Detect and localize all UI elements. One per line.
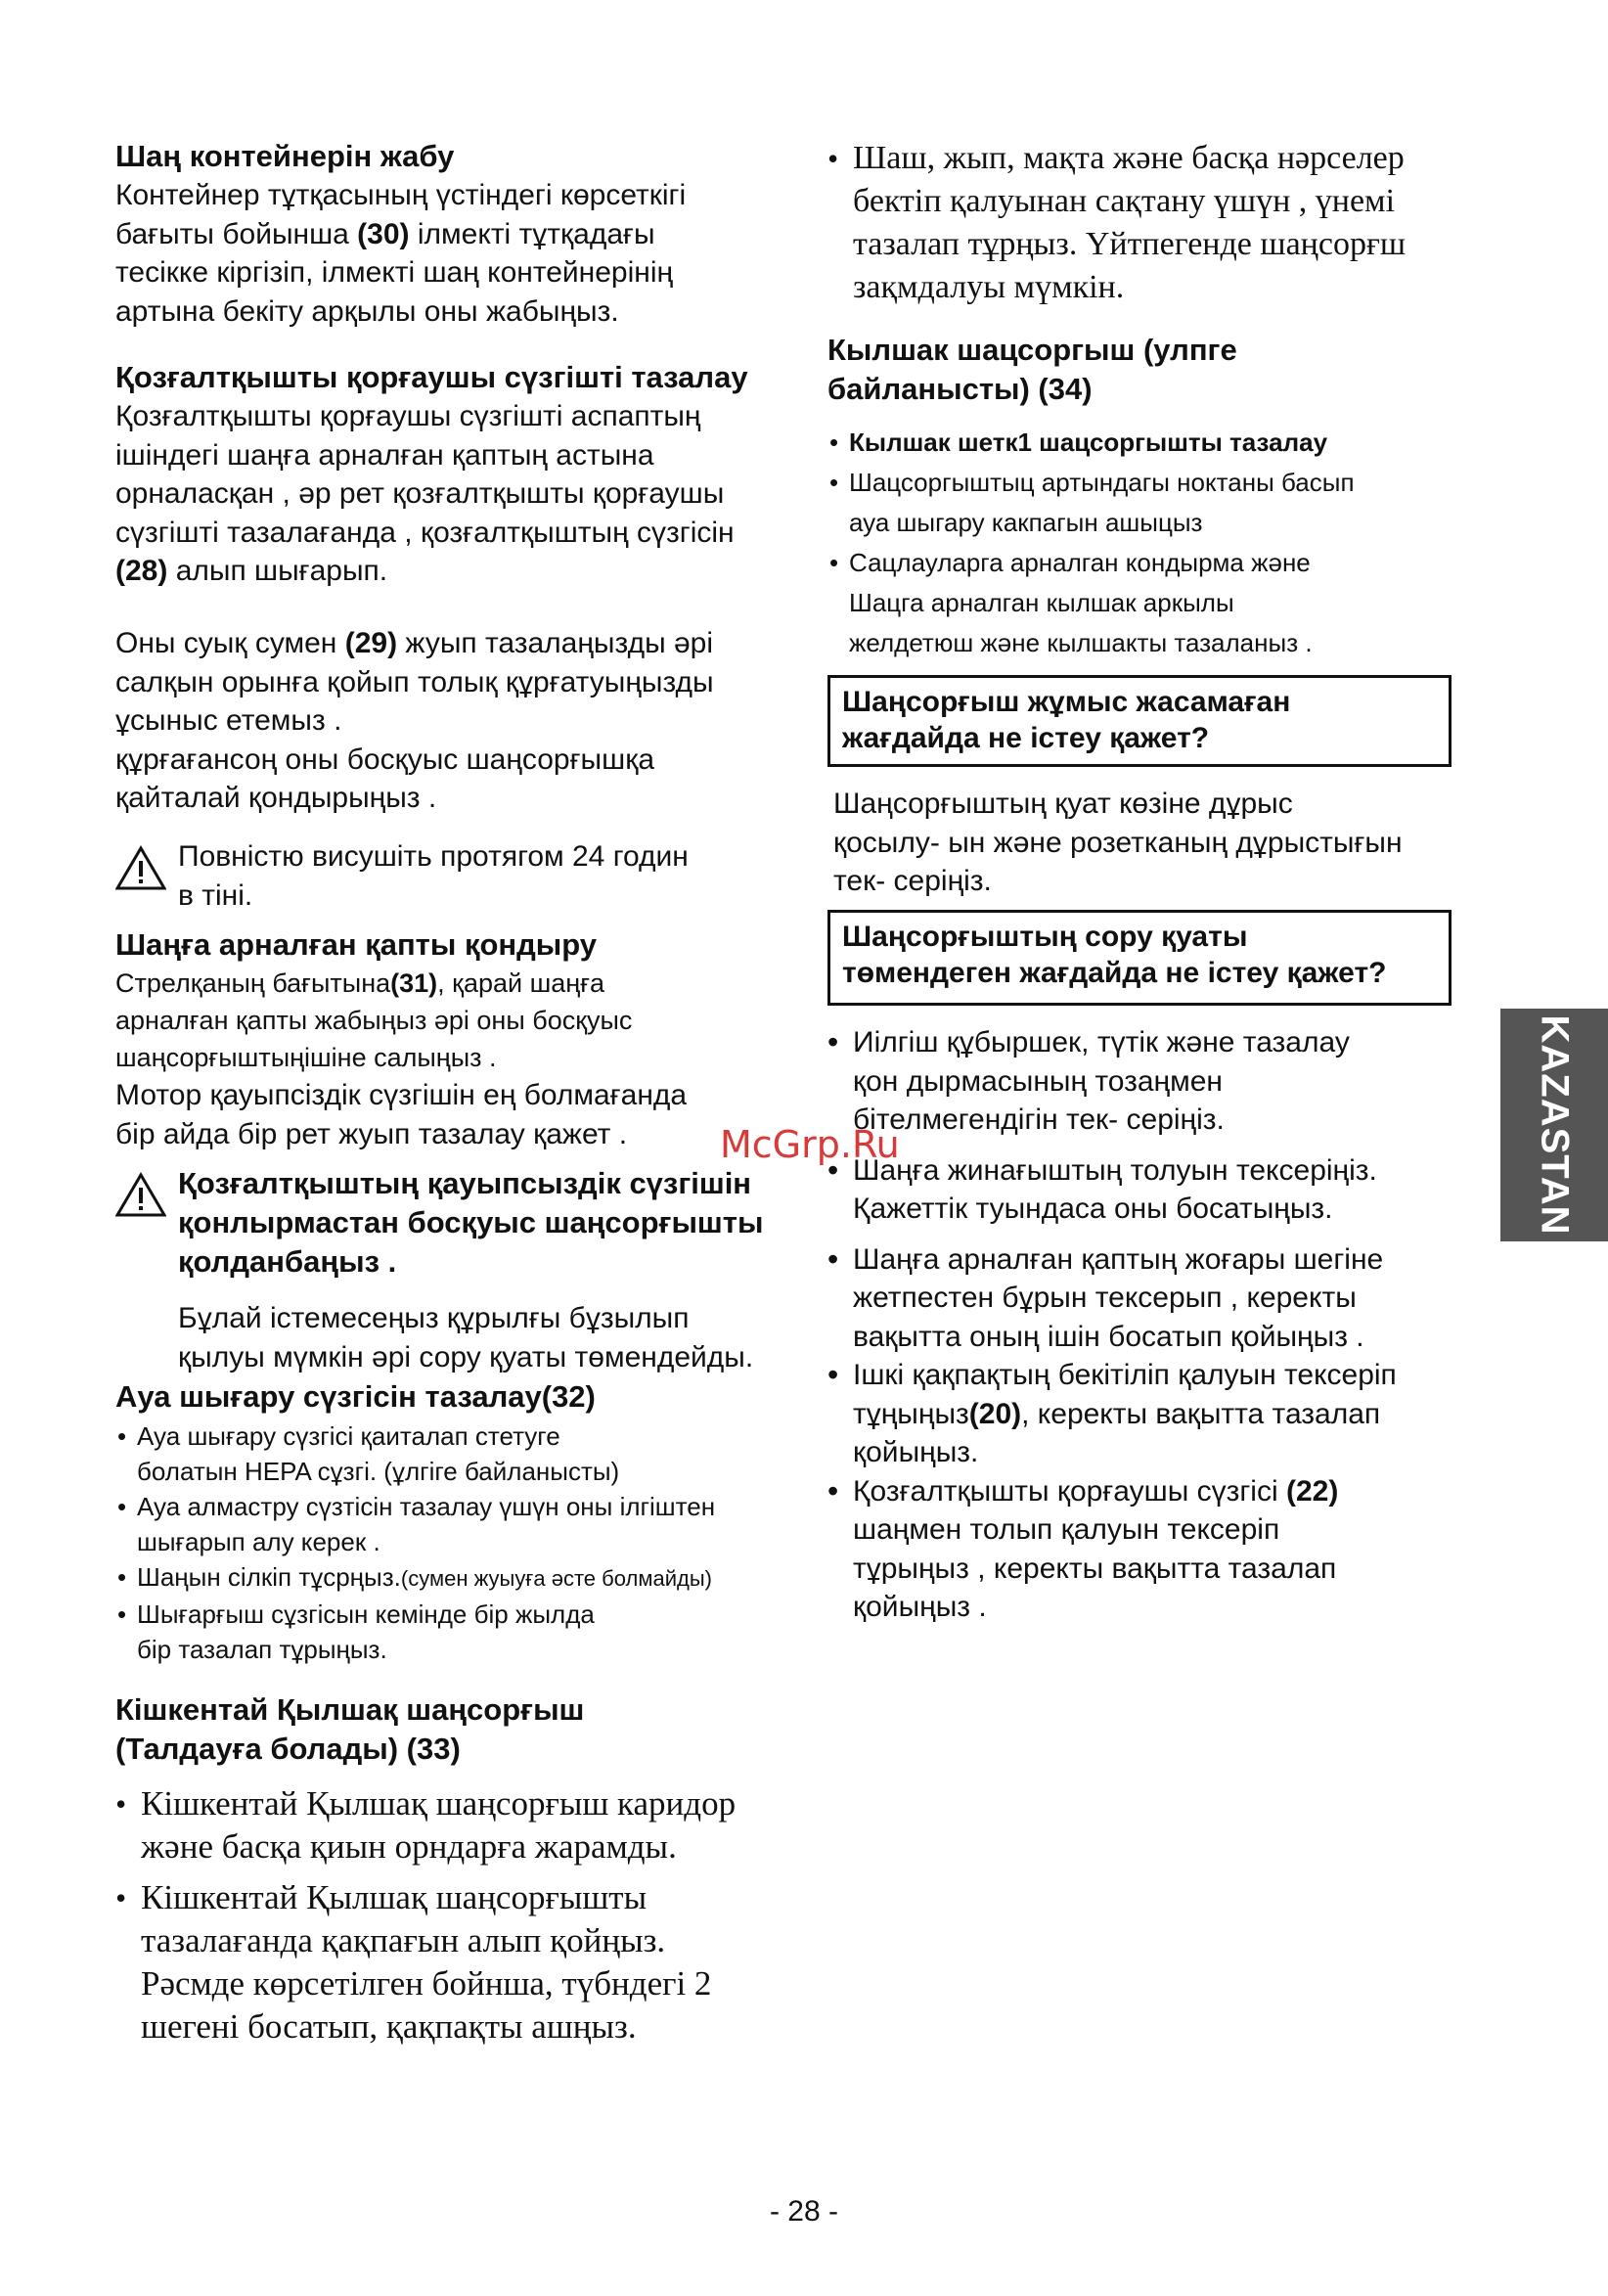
paragraph-wash-filter [115, 624, 820, 818]
text-line: қонлырмастан босқуыс шаңсорғышты [178, 1205, 764, 1239]
note: (сумен жуыуға әсте болмайды) [400, 1566, 712, 1591]
text-line: шығарып алу керек . [137, 1527, 380, 1556]
paragraph [115, 624, 820, 818]
bullet-list [827, 137, 1512, 309]
text-line: Шаңсорғыш жұмыс жасамаған [842, 686, 1291, 718]
text-line: бір тазалап тұрыңыз. [137, 1635, 387, 1664]
section-brush-vacuum [827, 331, 1512, 663]
text-line: құрғағансоң оны босқуыс шаңсорғышқа [115, 743, 655, 776]
bullet-list [115, 1418, 820, 1667]
list-item [827, 543, 1512, 663]
page-number: - 28 - [769, 2195, 839, 2228]
warning-icon [115, 1172, 166, 1217]
text-line: Қажеттік туындаса оны босатыңыз. [853, 1193, 1333, 1225]
text-line: қайталай қондырыңыз . [115, 782, 437, 814]
text-line: жағдайда не істеу қажет? [842, 722, 1210, 754]
text-line: ішіндегі шаңға арналған қаптың астына [115, 438, 654, 472]
warning-motor-filter [115, 1164, 820, 1376]
text-line: Повністю висушіть протягом 24 годин [178, 840, 689, 873]
text-line: тазалап тұрңыз. Үйтпегенде шаңсорғш [853, 226, 1407, 262]
warning-icon [115, 845, 166, 890]
text-line: болатын HEPA сұзгі. (ұлгіге байланысты) [137, 1457, 620, 1486]
text-line: Ауа алмастру сүзтісін тазалау үшүн оны ілгіштен [137, 1492, 716, 1521]
text-line: ауа шыгару какпагын ашыцыз [849, 508, 1203, 537]
section-heading: Ауа шығару сүзгісін тазалау(32) [115, 1379, 596, 1414]
list-item [827, 463, 1512, 543]
text-line: артына бекіту арқылы оны жабыңыз. [115, 294, 619, 328]
list-item [827, 137, 1512, 309]
reference-number: (31) [390, 968, 438, 998]
text-line: Сацлауларга арналган кондырма және [849, 548, 1311, 577]
text-line: Стрелқаның бағытына [115, 968, 391, 998]
text-line: Кылшак шетк1 шацсоргышты тазалау [849, 428, 1328, 457]
list-item [115, 1597, 820, 1667]
text-line: және басқа қиын орндарға жарамды. [141, 1827, 677, 1866]
text-line: Ішкі қақпақтың бекітіліп қалуын тексеріп [853, 1359, 1397, 1391]
text-line: алып шығарып. [175, 555, 388, 587]
text-line: қойыңыз. [853, 1436, 979, 1468]
text-line: Шаңын сілкіп тұсрңыз. [137, 1562, 401, 1592]
section-heading [115, 1690, 820, 1769]
watermark: McGrp.Ru [720, 1123, 900, 1166]
bullet-list [115, 1782, 820, 2048]
text-line: ілмекті тұтқадағы [417, 217, 655, 250]
text-line: Бұлай істемесеңыз құрылғы бұзылып [178, 1302, 690, 1334]
text-line: Шаңға арналған қаптың жоғары шегіне [853, 1242, 1384, 1276]
text-line: вақытта оның ішін босатып қойыңыз . [853, 1320, 1364, 1353]
text-line: желдетюш және кылшакты тазаланыз . [849, 628, 1313, 657]
text-line: шегені босатып, қақпақты ашңыз. [141, 2007, 637, 2046]
question-box-low-suction [827, 910, 1452, 1006]
text-line: Мотор қауыпсіздік сүзгішін ең болмағанда [115, 1079, 688, 1111]
text-line: Рәсмде көрсетілген бойнша, түбндегі 2 [141, 1964, 712, 2003]
warning-text [178, 837, 689, 915]
reference-number: (29) [344, 627, 398, 659]
list-item [115, 1782, 820, 1868]
paragraph [115, 1076, 820, 1153]
text-line: Кішкентай Қылшақ шаңсорғыш [115, 1692, 585, 1727]
text-line: бітелмегендігін тек- серіңіз. [853, 1103, 1225, 1136]
list-item [827, 423, 1512, 463]
list-item [115, 1876, 820, 2048]
text-line: Иілгіш құбыршек, түтік және тазалау [853, 1026, 1350, 1058]
section-heading [827, 331, 1512, 409]
text-line: Шацсоргыштыц артындагы ноктаны басып [849, 468, 1355, 497]
text-line: (Талдауға болады) (33) [115, 1732, 461, 1766]
text-line: , керекты вақытта тазалап [1021, 1397, 1381, 1430]
list-item [827, 1151, 1512, 1229]
text-line: орналасқан , әр рет қозғалтқышты қорғаушы [115, 477, 725, 510]
text-line: бір айда бір рет жуып тазалау қажет . [115, 1117, 628, 1150]
text-line: жетпестен бұрын тексерып , керекты [853, 1282, 1357, 1314]
text-line: шаңсорғыштыңішіне салыңыз . [115, 1043, 497, 1072]
warning-body [178, 1164, 763, 1376]
text-line: сүзгішті тазалағанда , қозғалтқыштың сүзгісін [115, 516, 735, 549]
text-line: тек- серіңіз. [833, 865, 992, 897]
text-line: бағыты бойынша [115, 217, 349, 250]
text-line: зақмдалуы мүмкін. [853, 269, 1125, 305]
reference-number: (20) [968, 1397, 1022, 1430]
list-item [827, 1023, 1512, 1140]
text-line: тесікке кіргізіп, ілмекті шаң контейнерінің [115, 256, 674, 289]
section-exhaust-filter [115, 1377, 820, 1667]
paragraph [833, 785, 1512, 901]
text-line: жуып тазалаңызды әрі [405, 627, 714, 659]
text-line: Оны суық сумен [115, 627, 337, 659]
warning-text [178, 1299, 763, 1376]
text-line: Шаңсорғыштың қуат көзіне дұрыс [833, 788, 1293, 820]
reference-number: (30) [357, 217, 410, 250]
text-line: қон дырмасының тозаңмен [853, 1064, 1224, 1098]
top-note [827, 137, 1512, 309]
text-line: тазалағанда қақпағын алып қойңыз. [141, 1921, 666, 1959]
text-line: Кішкентай Қылшақ шаңсорғыш каридор [141, 1784, 737, 1823]
text-line: салқын орынға қойып толық құрғатуыңызды [115, 665, 714, 698]
reference-number: (22) [1285, 1474, 1339, 1508]
text-line: шаңмен толып қалуын тексеріп [853, 1513, 1280, 1546]
text-line: тұңыңыз [853, 1397, 969, 1430]
paragraph [115, 176, 820, 331]
section-install-dust-bag [115, 925, 820, 1153]
warning-dry-24h [115, 837, 820, 915]
bullet-list [827, 1023, 1512, 1627]
text-line: ұсыныс етемыз . [115, 704, 342, 737]
text-line: қосылу- ын және розетканың дұрыстығын [833, 826, 1403, 859]
warning-bold [178, 1164, 763, 1282]
text-line: Кішкентай Қылшақ шаңсорғышты [141, 1878, 648, 1916]
text-line: Ауа шығару сүзгісі қаиталап стетуге [137, 1421, 560, 1451]
list-item [827, 1356, 1512, 1472]
text-line: қолданбаңыз . [178, 1244, 397, 1279]
paragraph [115, 397, 820, 591]
section-heading: Шаң контейнерін жабу [115, 139, 455, 173]
section-heading: Қозғалтқышты қорғаушы сүзгішті тазалау [115, 360, 748, 394]
text-line: Қозғалтқыштың қауыпсыздік сүзгішін [178, 1166, 752, 1200]
language-label: KAZASTAN [1533, 1014, 1577, 1236]
text-line: төмендеген жағдайда не істеу қажет? [842, 957, 1387, 989]
text-line: Шацга арналган кылшак аркылы [849, 588, 1234, 617]
reference-number: (28) [115, 555, 168, 587]
list-item [115, 1489, 820, 1559]
bullet-list [827, 423, 1512, 663]
paragraph [115, 965, 820, 1076]
list-item [827, 1240, 1512, 1357]
question-box-not-working [827, 675, 1452, 767]
list-item [115, 1559, 820, 1597]
text-line: Шаш, жып, мақта және басқа нәрселер [853, 140, 1405, 176]
section-low-suction-checks [827, 1023, 1512, 1627]
text-line: қойыңыз . [853, 1591, 987, 1623]
text-line: Қозғалтқышты қорғаушы сүзгішті аспаптың [115, 400, 701, 432]
text-line: қылуы мүмкін әрі сору қуаты төмендейды. [178, 1340, 754, 1373]
text-line: арналған қапты жабыңыз әрі оны босқуыс [115, 1006, 633, 1035]
text-line: в тіні. [178, 878, 253, 912]
section-motor-filter [115, 358, 820, 591]
text-line: бектіп қалуынан сақтану үшүн , үнемі [853, 183, 1396, 219]
text-line: Кылшак шацсоргыш (улпге [827, 333, 1237, 367]
section-close-dust-container [115, 137, 820, 331]
text-line: , қарай шаңға [437, 968, 605, 998]
language-side-tab [1500, 1009, 1608, 1241]
list-item [115, 1418, 820, 1489]
section-heading: Шаңға арналған қапты қондыру [115, 927, 598, 962]
text-line: тұрыңыз , керекты вақытта тазалап [853, 1552, 1337, 1585]
text-line: Қозғалтқышты қорғаушы сүзгісі [853, 1474, 1278, 1508]
text-line: Контейнер тұтқасының үстіндегі көрсеткігі [115, 179, 687, 211]
text-line: байланысты) (34) [827, 372, 1093, 406]
text-line: Шаңсорғыштың сору қуаты [842, 921, 1248, 953]
text-line: Шаңға жинағыштың толуын тексеріңіз. [853, 1153, 1377, 1187]
section-small-brush [115, 1690, 820, 2048]
paragraph-check-power [833, 785, 1512, 901]
list-item [827, 1472, 1512, 1627]
text-line: Шығарғыш сұзгісын кемінде бір жылда [137, 1599, 595, 1629]
